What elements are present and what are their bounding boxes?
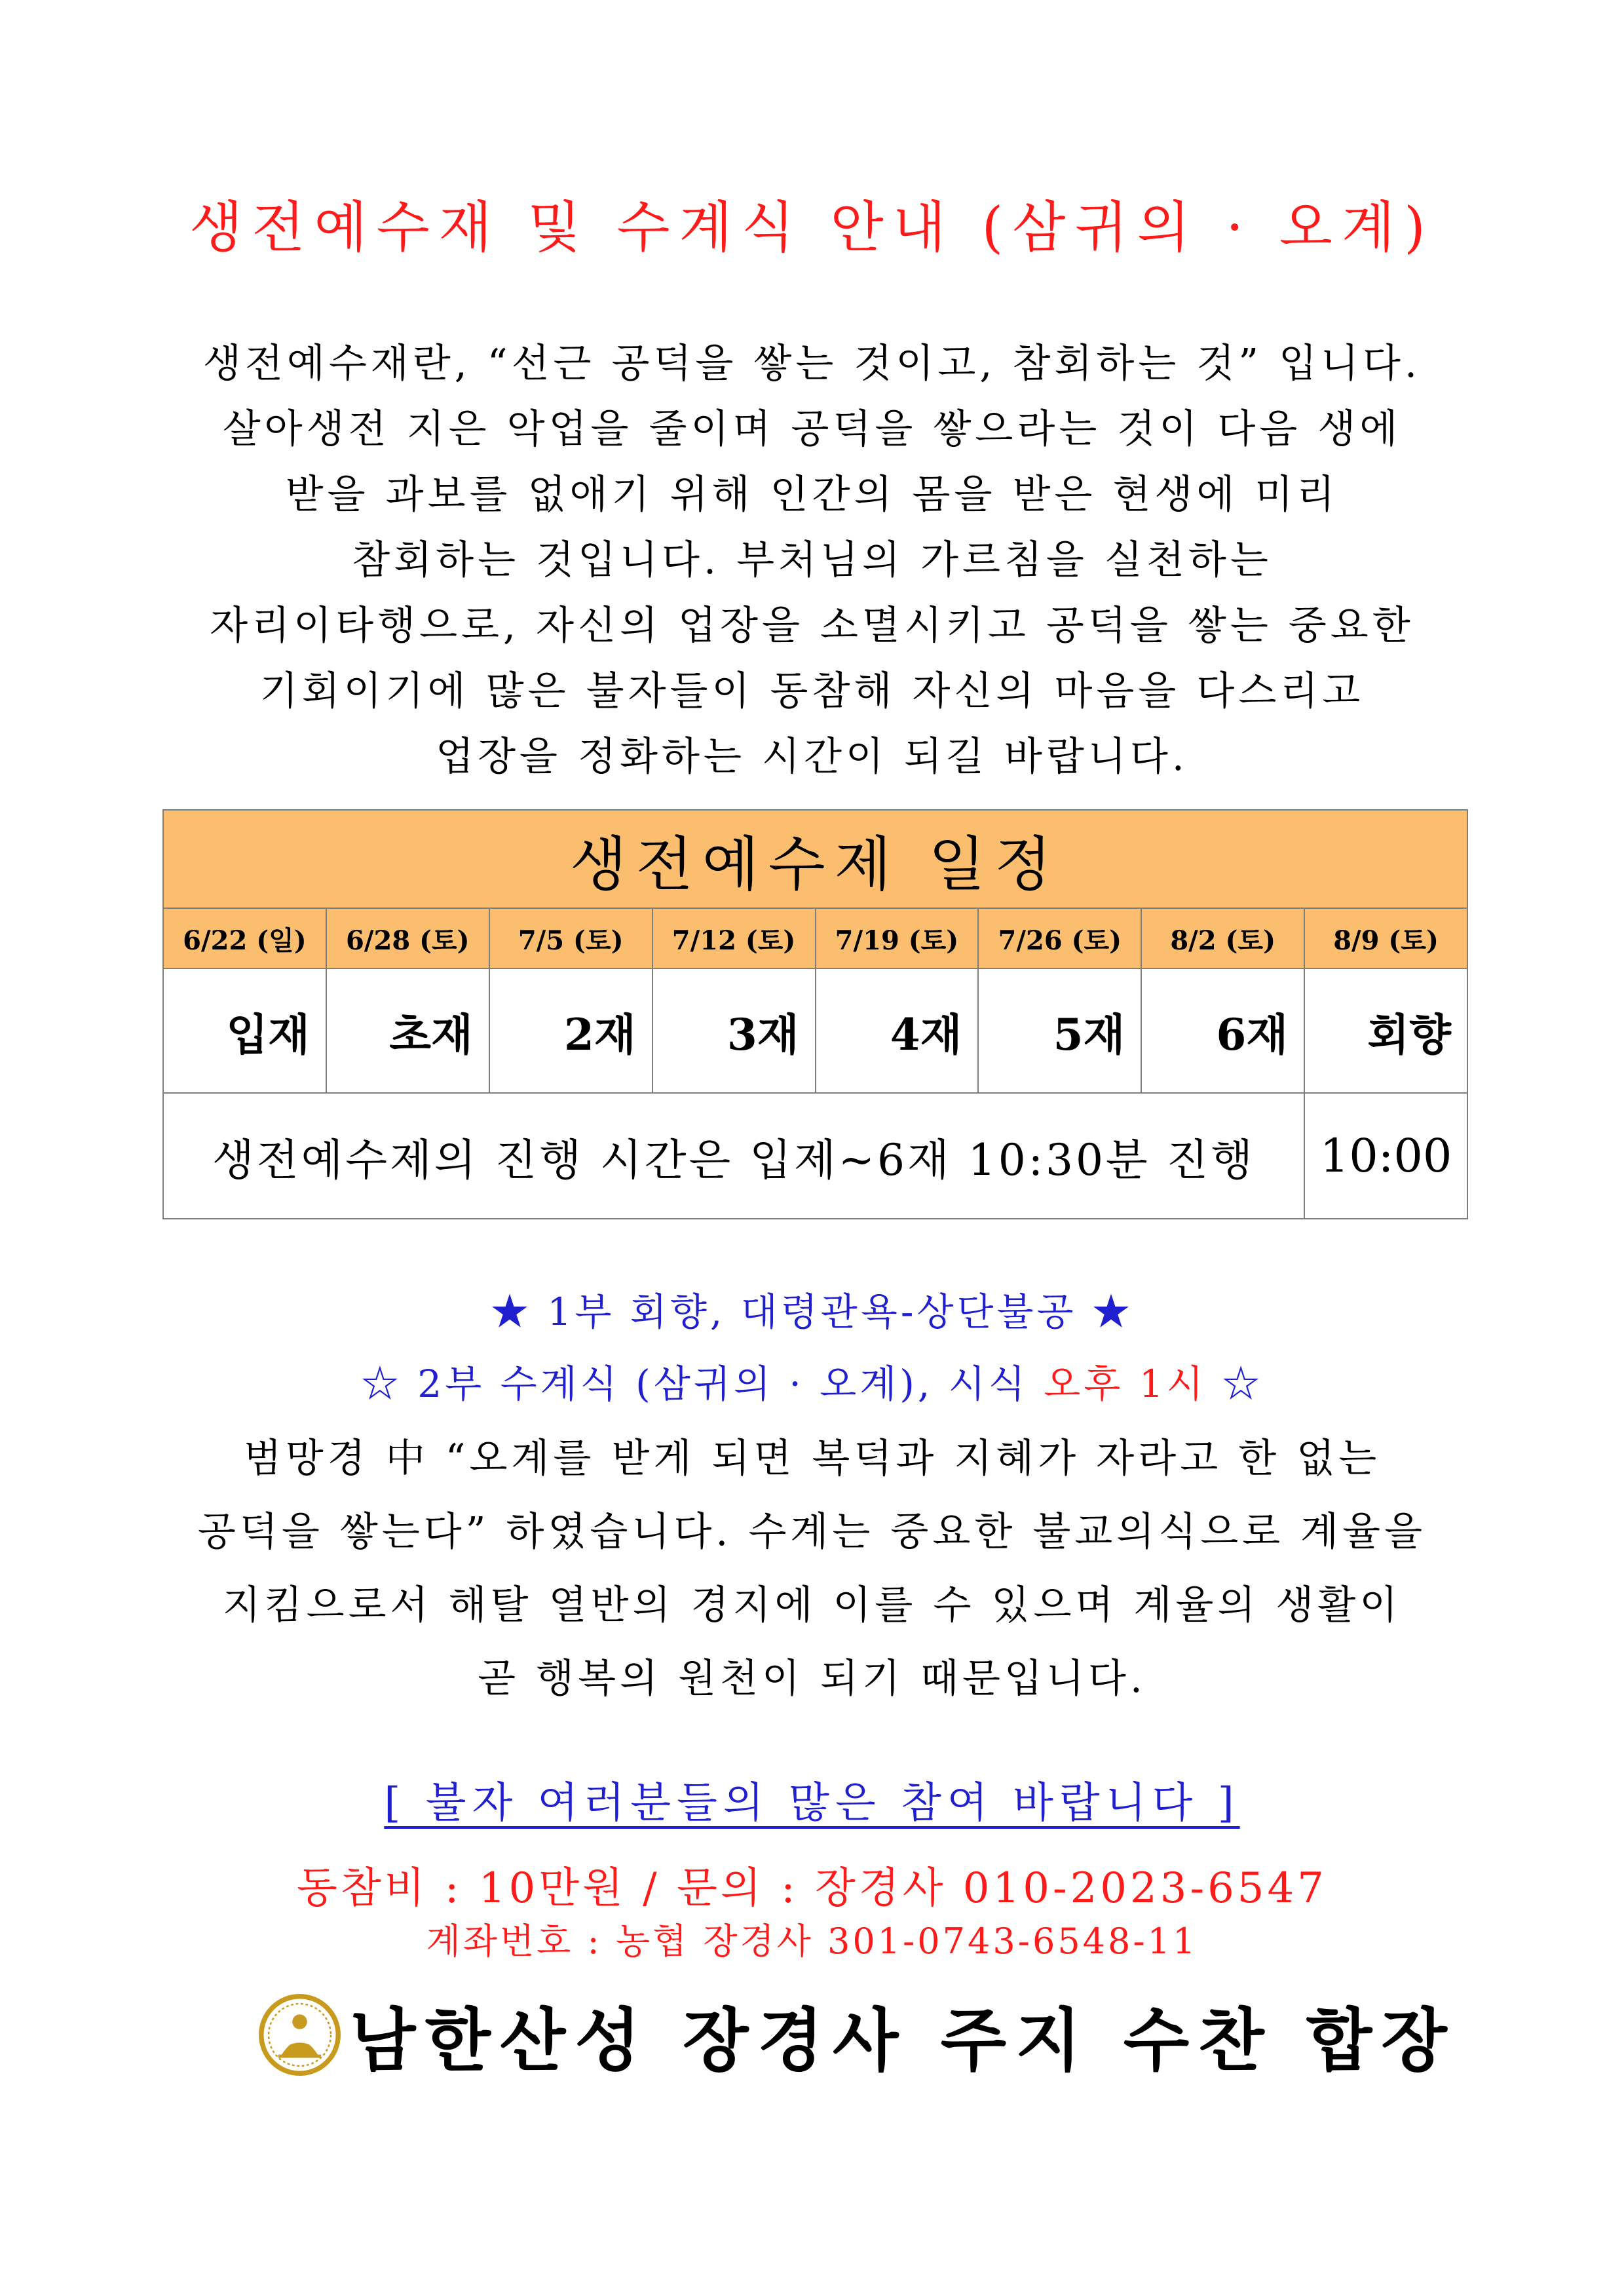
part2-prefix: ☆ 2부 수계식 (삼귀의 · 오계), 시식 bbox=[360, 1362, 1029, 1406]
invitation-text: [ 불자 여러분들의 많은 참여 바랍니다 ] bbox=[384, 1779, 1240, 1827]
intro-line: 받을 과보를 없애기 위해 인간의 몸을 받은 현생에 미리 bbox=[285, 472, 1339, 518]
account-number: 계좌번호 : 농협 장경사 301-0743-6548-11 bbox=[426, 1921, 1198, 1962]
date-cell: 7/19 (토) bbox=[816, 908, 979, 968]
date-cell: 7/12 (토) bbox=[652, 908, 816, 968]
intro-line: 업장을 정화하는 시간이 되길 바랍니다. bbox=[436, 734, 1188, 780]
session-cell: 5재 bbox=[978, 968, 1141, 1093]
signature-block bbox=[259, 1985, 1456, 2084]
session-cell: 3재 bbox=[652, 968, 816, 1093]
fee-contact: 동참비 : 10만원 / 문의 : 장경사 010-2023-6547 bbox=[297, 1864, 1327, 1913]
precepts-line: 범망경 中 “오계를 받게 되면 복덕과 지혜가 자라고 한 없는 bbox=[243, 1436, 1381, 1482]
precepts-paragraph bbox=[98, 1422, 1526, 1715]
final-time: 10:00 bbox=[1304, 1093, 1467, 1219]
precepts-line: 공덕을 쌓는다” 하였습니다. 수계는 중요한 불교의식으로 계율을 bbox=[197, 1509, 1427, 1555]
note-row bbox=[163, 1093, 1467, 1219]
precepts-line: 곧 행복의 원천이 되기 때문입니다. bbox=[478, 1656, 1146, 1702]
intro-line: 기회이기에 많은 불자들이 동참해 자신의 마음을 다스리고 bbox=[259, 668, 1365, 714]
date-cell: 7/26 (토) bbox=[978, 908, 1141, 968]
part2-suffix: ☆ bbox=[1222, 1362, 1264, 1406]
intro-paragraph bbox=[98, 331, 1526, 790]
schedule-table bbox=[162, 809, 1468, 1219]
session-cell: 입재 bbox=[163, 968, 326, 1093]
intro-line: 생전예수재란, “선근 공덕을 쌓는 것이고, 참회하는 것” 입니다. bbox=[202, 341, 1422, 387]
part2-heading bbox=[0, 1353, 1624, 1408]
session-cell: 2재 bbox=[489, 968, 652, 1093]
precepts-line: 지킴으로서 해탈 열반의 경지에 이를 수 있으며 계율의 생활이 bbox=[222, 1582, 1402, 1628]
signature-text: 남한산성 장경사 주지 수찬 합장 bbox=[350, 2000, 1456, 2080]
schedule-title: 생전예수제 일정 bbox=[163, 810, 1467, 908]
date-row bbox=[163, 908, 1467, 968]
date-cell: 7/5 (토) bbox=[489, 908, 652, 968]
intro-line: 살아생전 지은 악업을 줄이며 공덕을 쌓으라는 것이 다음 생에 bbox=[222, 406, 1402, 452]
session-cell: 회향 bbox=[1304, 968, 1467, 1093]
page-title: 생전예수재 및 수계식 안내 (삼귀의 · 오계) bbox=[189, 195, 1435, 259]
part2-time: 오후 1시 bbox=[1044, 1362, 1207, 1406]
date-cell: 6/22 (일) bbox=[163, 908, 326, 968]
session-cell: 4재 bbox=[816, 968, 979, 1093]
intro-line: 자리이타행으로, 자신의 업장을 소멸시키고 공덕을 쌓는 중요한 bbox=[210, 603, 1414, 649]
date-cell: 8/2 (토) bbox=[1141, 908, 1304, 968]
date-cell: 6/28 (토) bbox=[326, 908, 489, 968]
schedule-note: 생전예수제의 진행 시간은 입제~6재 10:30분 진행 bbox=[163, 1093, 1304, 1219]
session-row bbox=[163, 968, 1467, 1093]
invitation bbox=[0, 1769, 1624, 1829]
session-cell: 6재 bbox=[1141, 968, 1304, 1093]
temple-seal-icon bbox=[259, 1994, 341, 2076]
date-cell: 8/9 (토) bbox=[1304, 908, 1467, 968]
session-cell: 초재 bbox=[326, 968, 489, 1093]
part1-heading: ★ 1부 회향, 대령관욕-상단불공 ★ bbox=[491, 1290, 1133, 1334]
intro-line: 참회하는 것입니다. 부처님의 가르침을 실천하는 bbox=[352, 537, 1272, 583]
